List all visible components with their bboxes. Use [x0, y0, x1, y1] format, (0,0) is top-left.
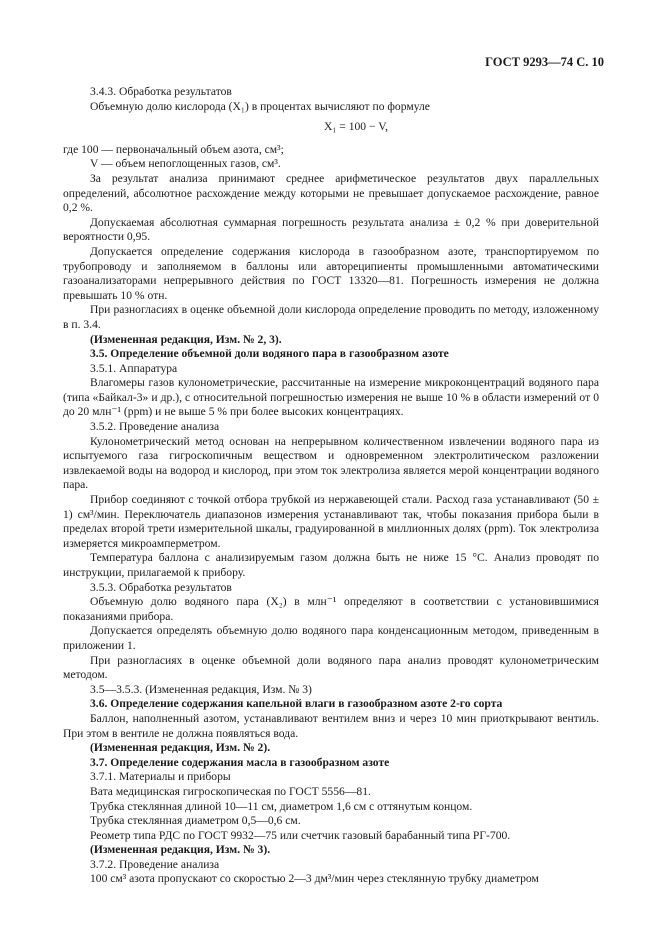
- section-heading: 3.7. Определение содержания масла в газообразном азоте: [90, 755, 390, 769]
- section-heading: (Измененная редакция, Изм. № 2).: [90, 741, 271, 755]
- section-heading: 3.6. Определение содержания капельной влаги в газообразном азоте 2-го сорта: [90, 697, 503, 711]
- paragraph: 3.5.3. Обработка результатов: [90, 580, 232, 594]
- section-heading: 3.5. Определение объемной доли водяного пара в газообразном азоте: [90, 347, 449, 361]
- paragraph: Температура баллона с анализируемым газом должна быть не ниже 15 °С. Анализ проводят по инструкции, прилагаемой к прибору.: [63, 551, 599, 579]
- paragraph: 3.7.2. Проведение анализа: [90, 857, 220, 871]
- paragraph: где 100 — первоначальный объем азота, см³;: [63, 142, 284, 156]
- paragraph: Объемную долю кислорода (X₁) в процентах вычисляют по формуле: [90, 99, 430, 113]
- document-body: [63, 85, 599, 887]
- paragraph: 3.5.1. Аппаратура: [90, 361, 178, 375]
- section-heading: (Измененная редакция, Изм. № 2, 3).: [90, 332, 282, 346]
- paragraph: 3.5—3.5.3. (Измененная редакция, Изм. № 3): [90, 682, 312, 696]
- paragraph: Трубка стеклянная длиной 10—11 см, диаметром 1,6 см с оттянутым концом.: [90, 799, 473, 813]
- paragraph: Реометр типа РДС по ГОСТ 9932—75 или счетчик газовый барабанный типа РГ-700.: [90, 828, 511, 842]
- paragraph: 100 см³ азота пропускают со скоростью 2—3 дм³/мин через стеклянную трубку диаметром: [90, 872, 539, 886]
- page-header: ГОСТ 9293—74 С. 10: [485, 55, 604, 69]
- paragraph: Кулонометрический метод основан на непрерывном количественном извлечении водяного пара из испытуемого газа гигроскопичным веществом и одновременном электролитическом разложении извлекаемой воды на водород и кислород, при этом ток электролиза является мерой концентрации водяного пара.: [63, 434, 599, 492]
- paragraph: Допускается определять объемную долю водяного пара конденсационным методом, приведенным в приложении 1.: [63, 624, 599, 652]
- paragraph: Баллон, наполненный азотом, устанавливают вентилем вниз и через 10 мин приоткрывают вентиль. При этом в вентиле не должна появляться вода.: [63, 711, 599, 740]
- paragraph: 3.5.2. Проведение анализа: [90, 420, 220, 434]
- paragraph: Прибор соединяют с точкой отбора трубкой из нержавеющей стали. Расход газа устанавливают (50 ± 1) см³/мин. Переключатель диапазонов измерения устанавливают так, чтобы показания прибора были в пределах второй трети измерительной шкалы, градуированной в миллионных долях (ppm). Ток электролиза измеряется микроамперметром.: [63, 493, 599, 550]
- paragraph: Влагомеры газов кулонометрические, рассчитанные на измерение микроконцентраций водяного пара (типа «Байкал-3» и др.), с относительной погрешностью измерения не выше 10 % в области измерений от 0 до 20 млн⁻¹ (ppm) и не выше 5 % при более высоких концентрациях.: [63, 376, 599, 419]
- paragraph: При разногласиях в оценке объемной доли кислорода определение проводить по методу, изложенному в п. 3.4.: [63, 303, 599, 331]
- paragraph: 3.4.3. Обработка результатов: [90, 85, 232, 98]
- paragraph: Объемную долю водяного пара (X₂) в млн⁻¹ определяют в соответствии с установившимися показаниями прибора.: [63, 595, 599, 623]
- paragraph: За результат анализа принимают среднее арифметическое результатов двух параллельных определений, абсолютное расхождение между которыми не превышает допускаемое расхождение, равное 0,2 %.: [63, 171, 599, 215]
- paragraph: Трубка стеклянная диаметром 0,5—0,6 см.: [90, 814, 301, 828]
- paragraph: При разногласиях в оценке объемной доли водяного пара анализ проводят кулонометрическим методом.: [63, 653, 599, 682]
- formula: X₁ = 100 − V,: [323, 120, 389, 134]
- paragraph: 3.7.1. Материалы и приборы: [90, 770, 231, 784]
- section-heading: (Измененная редакция, Изм. № 3).: [90, 843, 271, 857]
- paragraph: Вата медицинская гигроскопическая по ГОСТ 5556—81.: [90, 784, 371, 798]
- paragraph: Допускаемая абсолютная суммарная погрешность результата анализа ± 0,2 % при доверительной вероятности 0,95.: [63, 215, 599, 244]
- paragraph: Допускается определение содержания кислорода в газообразном азоте, транспортируемом по трубопроводу и заполняемом в баллоны или автореципиенты промышленными автоматическими газоанализаторами непрерывного действия по ГОСТ 13320—81. Погрешность измерения не должна превышать 10 % отн.: [63, 244, 599, 302]
- paragraph: V — объем непоглощенных газов, см³.: [90, 157, 281, 171]
